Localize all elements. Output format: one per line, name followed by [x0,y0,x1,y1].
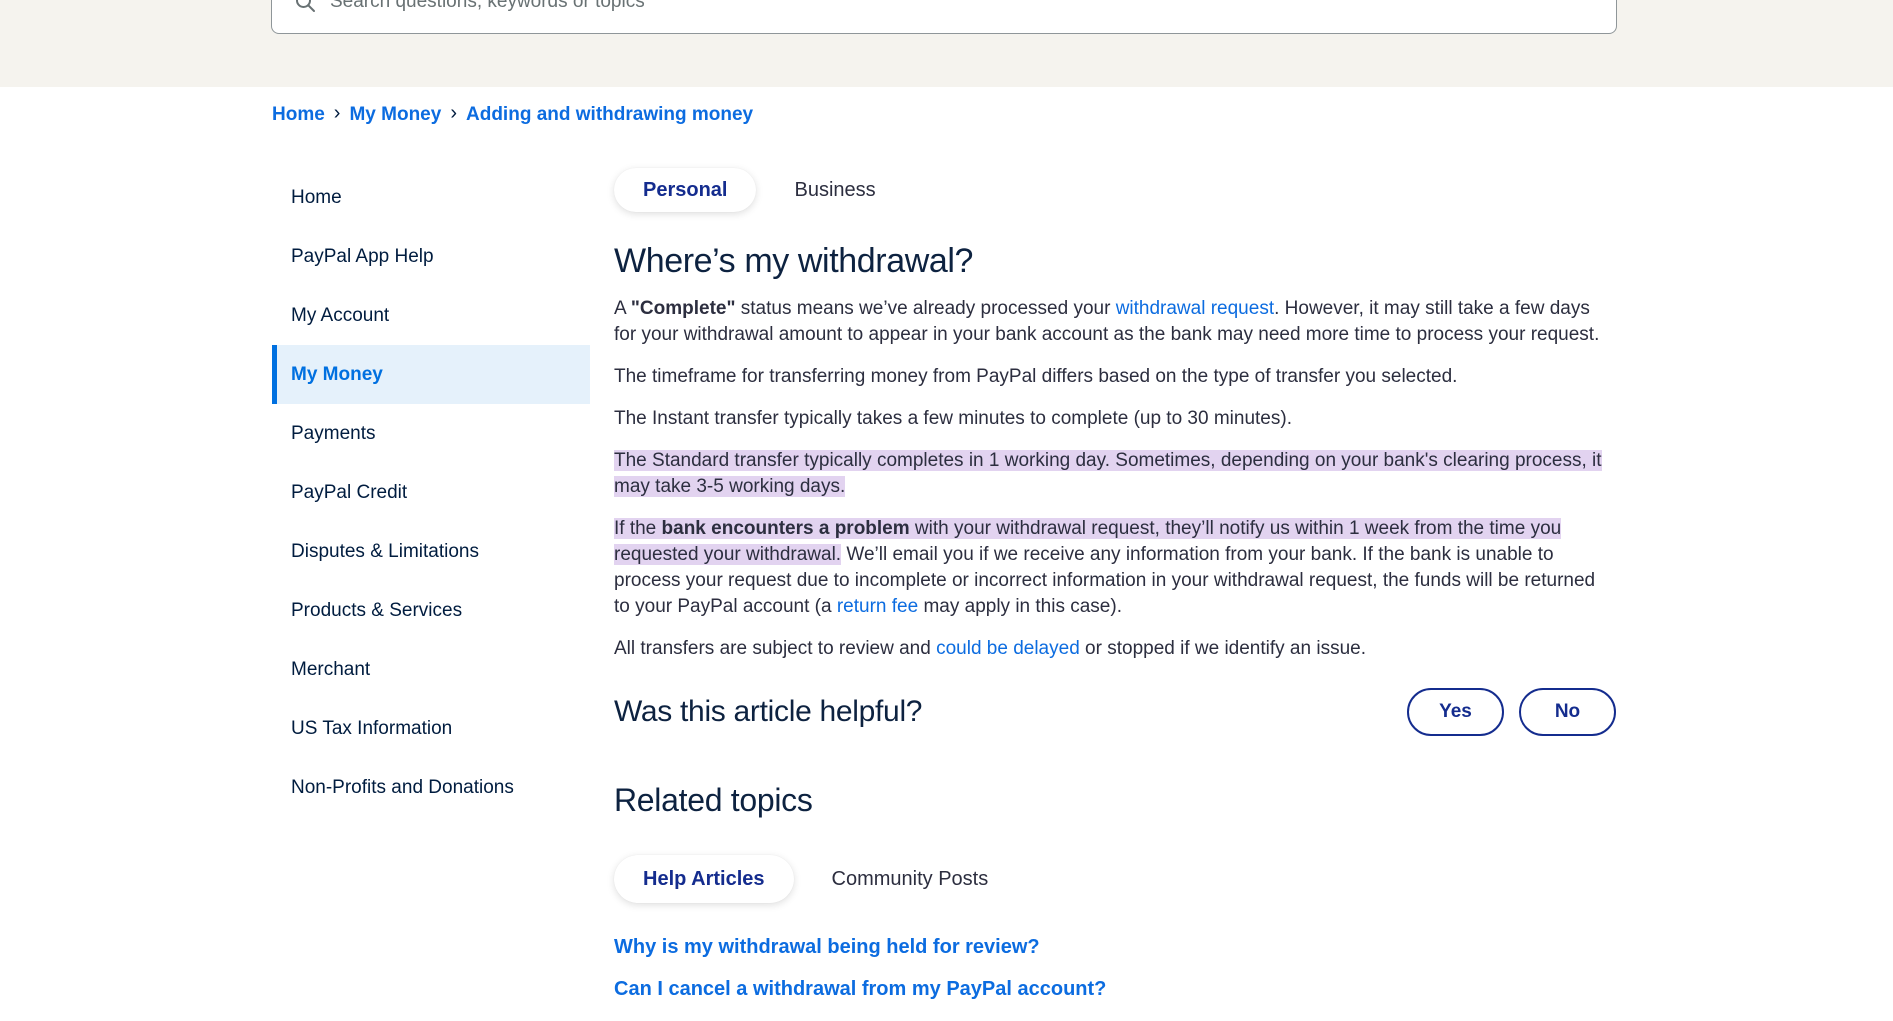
article-paragraph [614,636,1616,662]
tab-business[interactable]: Business [794,178,876,201]
related-topics-title: Related topics [614,782,813,818]
text-segment: may apply in this case). [918,596,1122,617]
text-segment: The Instant transfer typically takes a few minutes to complete (up to 30 minutes). [614,408,1292,429]
article-paragraph [614,516,1616,620]
sidebar [272,168,590,817]
yes-button[interactable]: Yes [1407,688,1504,736]
sidebar-item-payments[interactable]: Payments [291,422,376,444]
text-segment: If the [614,518,662,539]
sidebar-item-products-services[interactable]: Products & Services [291,599,463,621]
inline-link[interactable]: withdrawal request [1115,298,1275,319]
sidebar-item-home[interactable]: Home [291,186,342,208]
related-link-withdrawal-held[interactable]: Why is my withdrawal being held for review? [614,936,1040,958]
sidebar-item-my-money[interactable]: My Money [272,345,590,404]
header-band [0,0,1893,87]
text-segment: All transfers are subject to review and [614,638,937,659]
related-link-cancel-withdrawal[interactable]: Can I cancel a withdrawal from my PayPal account? [614,978,1107,1000]
inline-link[interactable]: return fee [836,596,919,617]
tab-help-articles[interactable]: Help Articles [614,855,794,903]
tab-personal[interactable]: Personal [614,168,756,212]
search-input[interactable] [330,0,1616,13]
sidebar-item-my-account[interactable]: My Account [291,304,390,326]
breadcrumb-current-page[interactable]: Adding and withdrawing money [466,103,754,125]
page-title: Where’s my withdrawal? [614,242,974,280]
audience-tabs [614,168,1616,212]
text-segment: bank encounters a problem [661,518,910,539]
sidebar-item-merchant[interactable]: Merchant [291,658,371,680]
article-paragraph [614,364,1616,390]
text-segment: We’ll email you if we receive any information from your bank. If the bank is unable to process your request due to incomplete or incorrect information in your withdrawal request, the funds will be returned to your PayPal account (a [614,544,1596,617]
article-paragraph [614,406,1616,432]
related-links [614,937,1616,999]
text-segment: with your withdrawal request, they’ll notify us within 1 week from the time you requested your withdrawal. [614,518,1562,565]
article-paragraph [614,296,1616,348]
breadcrumb-my-money[interactable]: My Money [349,103,442,125]
feedback-section [614,688,1616,736]
article-body [614,296,1616,662]
feedback-buttons [1407,688,1616,736]
article-paragraph [614,448,1616,500]
search-icon [294,0,316,13]
tab-community-posts[interactable]: Community Posts [831,867,989,890]
article-main [614,168,1616,1021]
sidebar-item-paypal-app-help[interactable]: PayPal App Help [291,245,434,267]
text-segment: The Standard transfer typically completes in 1 working day. Sometimes, depending on your bank's clearing process, it may take 3-5 working days. [614,450,1602,497]
breadcrumb-separator-icon: › [450,102,457,124]
inline-link[interactable]: could be delayed [936,638,1080,659]
sidebar-item-non-profits-donations[interactable]: Non-Profits and Donations [291,776,514,798]
text-segment: or stopped if we identify an issue. [1079,638,1366,659]
sidebar-item-paypal-credit[interactable]: PayPal Credit [291,481,408,503]
breadcrumb-home[interactable]: Home [272,103,325,125]
breadcrumb-separator-icon: › [333,102,341,124]
feedback-question: Was this article helpful? [614,695,923,728]
search-box[interactable] [271,0,1617,34]
text-segment: . However, it may still take a few days for your withdrawal amount to appear in your bank account as the bank may need more time to process your request. [614,298,1600,345]
related-tabs [614,855,1616,903]
breadcrumb [272,103,753,126]
text-segment: A [614,298,631,319]
text-segment: The timeframe for transferring money from PayPal differs based on the type of transfer you selected. [614,366,1458,387]
text-segment: "Complete" [630,298,736,319]
sidebar-item-us-tax-information[interactable]: US Tax Information [291,717,453,739]
text-segment: status means we’ve already processed your [735,298,1116,319]
no-button[interactable]: No [1519,688,1616,736]
sidebar-item-disputes-limitations[interactable]: Disputes & Limitations [291,540,479,562]
